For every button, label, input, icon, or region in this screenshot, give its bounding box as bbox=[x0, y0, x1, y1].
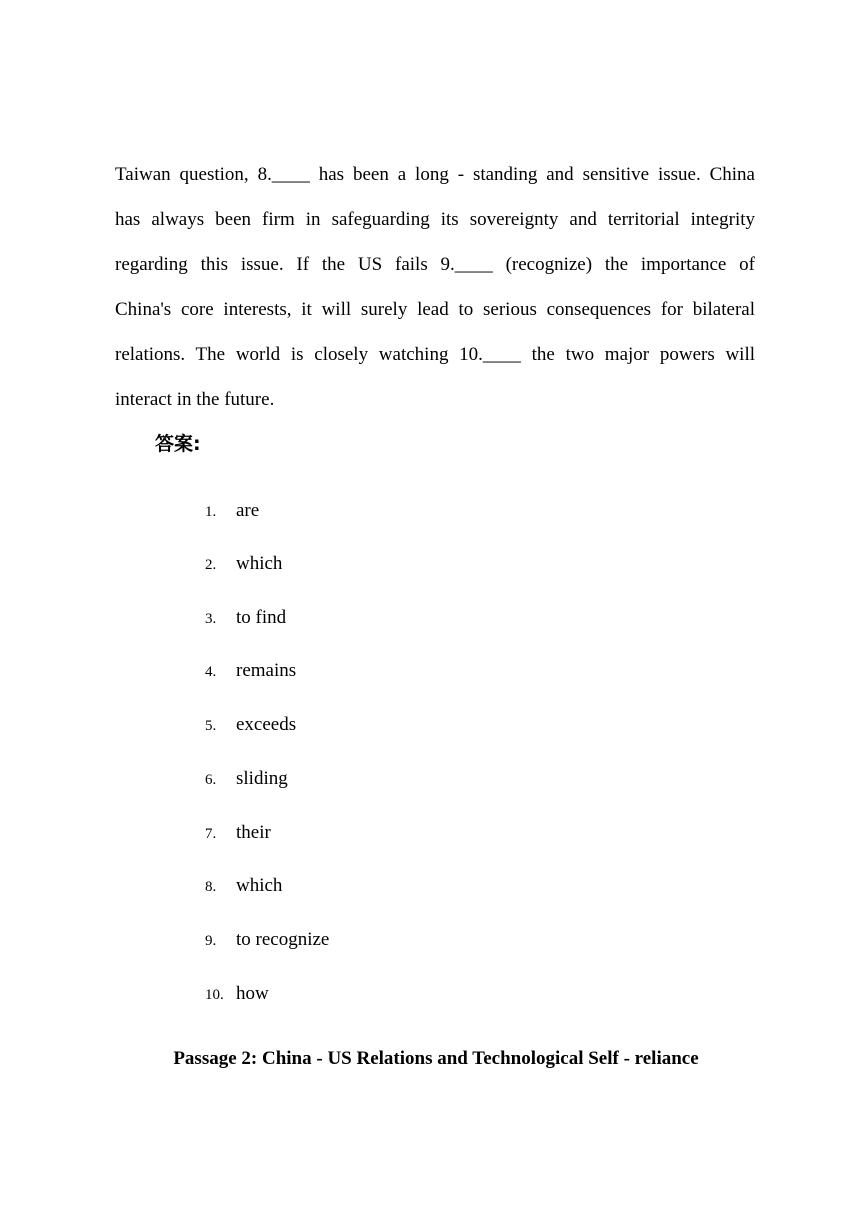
answer-text: sliding bbox=[236, 768, 288, 789]
answer-text: their bbox=[236, 822, 271, 843]
answer-text: exceeds bbox=[236, 714, 297, 735]
passage-title: Passage 2: China - US Relations and Technological Self - reliance bbox=[173, 1048, 699, 1069]
answer-number: 5. bbox=[205, 718, 217, 734]
answer-text: to recognize bbox=[236, 929, 330, 950]
answer-item bbox=[0, 713, 600, 737]
answer-number: 6. bbox=[205, 772, 217, 788]
answer-item bbox=[0, 928, 600, 952]
answer-number: 2. bbox=[205, 557, 217, 573]
paragraph-line: interact in the future. bbox=[115, 389, 275, 410]
answer-text: to find bbox=[236, 607, 287, 628]
answer-number: 10. bbox=[205, 987, 224, 1003]
answer-text: which bbox=[236, 875, 283, 896]
answer-text: which bbox=[236, 553, 283, 574]
answer-number: 7. bbox=[205, 826, 217, 842]
paragraph-line: Taiwan question, 8.____ has been a long - standing and sensitive issue. China bbox=[115, 164, 755, 185]
answer-item bbox=[0, 499, 600, 523]
answer-heading: 答案: bbox=[155, 433, 201, 455]
answer-item bbox=[0, 767, 600, 791]
answer-item bbox=[0, 659, 600, 683]
answer-text: how bbox=[236, 983, 269, 1004]
answer-number: 1. bbox=[205, 504, 217, 520]
paragraph-line: China's core interests, it will surely lead to serious consequences for bilateral bbox=[115, 299, 755, 320]
answer-text: are bbox=[236, 500, 260, 521]
paragraph-line: regarding this issue. If the US fails 9.____ (recognize) the importance of bbox=[115, 254, 755, 275]
paragraph-line: has always been firm in safeguarding its sovereignty and territorial integrity bbox=[115, 209, 755, 230]
answer-text: remains bbox=[236, 660, 297, 681]
answer-number: 8. bbox=[205, 879, 217, 895]
answer-number: 9. bbox=[205, 933, 217, 949]
answer-item bbox=[0, 982, 600, 1006]
answer-item bbox=[0, 821, 600, 845]
answer-item bbox=[0, 606, 600, 630]
answer-number: 4. bbox=[205, 664, 217, 680]
paragraph-line: relations. The world is closely watching 10.____ the two major powers will bbox=[115, 344, 755, 365]
answer-item bbox=[0, 552, 600, 576]
answer-item bbox=[0, 874, 600, 898]
answer-number: 3. bbox=[205, 611, 217, 627]
